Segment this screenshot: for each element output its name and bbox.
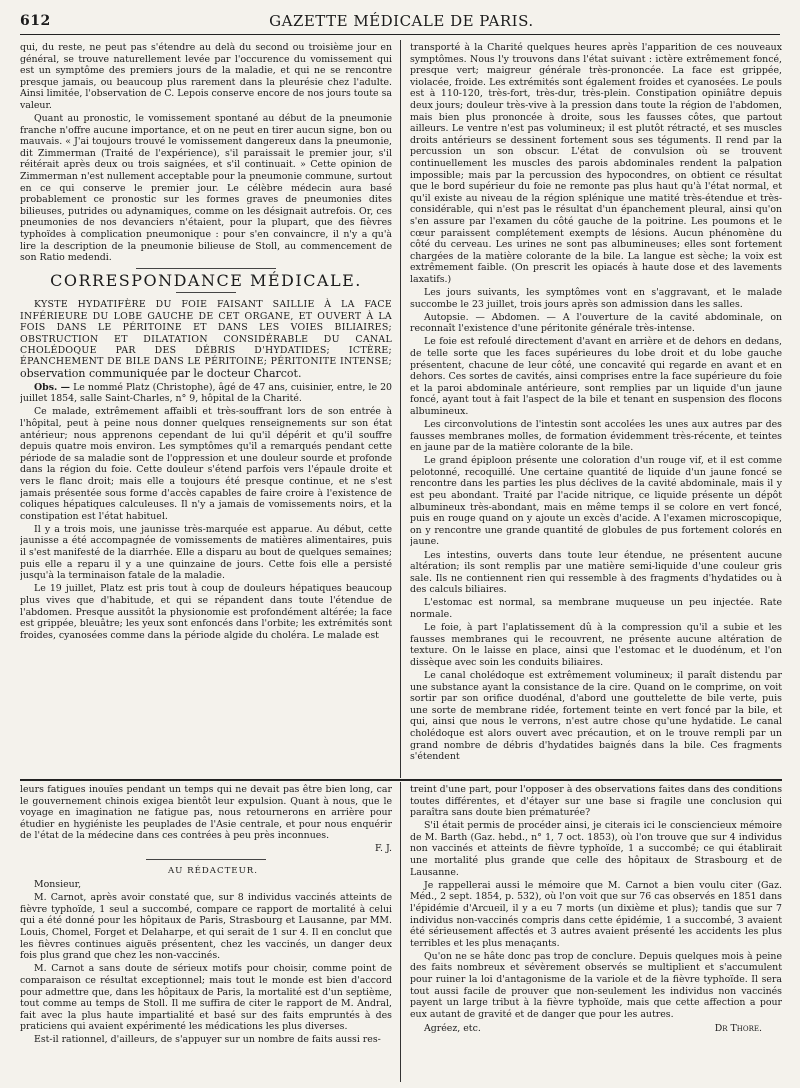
closing: Agréez, etc. <box>424 1023 481 1035</box>
signature-thore: Dr Thore. <box>714 1023 762 1035</box>
column-top-right <box>410 42 782 774</box>
signature-fj: F. J. <box>374 843 392 855</box>
paragraph: Autopsie. — Abdomen. — A l'ouverture de la cavité abdominale, on reconnaît l'existence d'une péritonite générale très-intense. <box>410 311 782 335</box>
page-number: 612 <box>20 13 51 29</box>
paragraph: M. Carnot, après avoir constaté que, sur 8 individus vaccinés atteints de fièvre typhoïde, 1 seul a succombé, compare ce rapport de mortalité à celui qui a été donné pour les hôpitaux de Paris, Strasbourg et Lausanne, par MM. Louis, Chomel, Forget et Delaharpe, et qui serait de 1 sur 4. Il en conclut que les fièvres continues aiguës présentent, chez les vaccinés, un danger deux fois plus grand que chez les non-vaccinés. <box>20 892 392 962</box>
horizontal-divider <box>20 779 782 781</box>
paragraph: Les circonvolutions de l'intestin sont accolées les unes aux autres par des fausses membranes molles, de formation évidemment très-récente, et teintes en jaune par de la matière colorante de la bile. <box>410 419 782 454</box>
column-bottom-left <box>20 784 392 1082</box>
addressee: AU RÉDACTEUR. <box>167 866 259 877</box>
paragraph: Le canal cholédoque est extrêmement volumineux; il paraît distendu par une substance ayant la consistance de la cire. Quand on le comprime, on voit sortir par son orifice duodénal, d'abord une gouttelette de bile verte, puis une sorte de membrane ridée, fortement teinte en vert foncé par la bile, et qui, ainsi que nous le verrons, n'est autre chose qu'une hydatide. Le canal cholédoque est alors ouvert avec précaution, et on le trouve rempli par un grand nombre de débris d'hydatides baignés dans la bile. Ces fragments s'étendent <box>410 669 782 763</box>
paragraph: L'estomac est normal, sa membrane muqueuse un peu injectée. Rate normale. <box>410 597 782 620</box>
column-top-left <box>20 42 392 774</box>
paragraph: Le foie, à part l'aplatissement dû à la compression qu'il a subie et les fausses membranes qui le recouvrent, ne présente aucune altération de texture. On le laisse en place, ainsi que l'estomac et le duodénum, et l'on dissèque avec soin les conduits biliaires. <box>410 622 782 668</box>
paragraph: S'il était permis de procéder ainsi, je citerais ici le consciencieux mémoire de M. Barth (Gaz. hebd., n° 1, 7 oct. 1853), où l'on trouve que sur 4 individus non vaccinés et atteints de fièvre typhoïde, 1 a succombé; ce qui établirait une mortalité plus grande que celle des hôpitaux de Strasbourg et de Lausanne. <box>410 820 782 878</box>
paragraph: Est-il rationnel, d'ailleurs, de s'appuyer sur un nombre de faits aussi res- <box>34 1034 381 1046</box>
paragraph: Ce malade, extrêmement affaibli et très-souffrant lors de son entrée à l'hôpital, peut à peine nous donner quelques renseignements sur son état antérieur; nous apprenons cependant de lui qu'il dépérit et qu'il souffre depuis quatre mois environ. Les symptômes qu'il a remarqués pendant cette période de sa maladie sont de l'oppression et une douleur sourde et profonde dans la région du foie. Cette douleur s'étend parfois vers l'épaule droite et vers le flanc droit; mais elle a toujours été presque continue, et ne s'est jamais présentée sous forme d'accès capables de faire croire à l'existence de coliques hépatiques calculeuses. Il n'y a jamais de vomissements noirs, et la constipation est l'état habituel. <box>20 406 392 522</box>
paragraph: Les intestins, ouverts dans toute leur étendue, ne présentent aucune altération; ils sont remplis par une matière semi-liquide d'une couleur gris sale. Ils ne contiennent rien qui ressemble à des fragments d'hydatides ou à des calculs biliaires. <box>410 549 782 596</box>
case-title-tail: observation communiquée par le docteur Charcot. <box>20 366 302 380</box>
case-title-main: KYSTE HYDATIFÈRE DU FOIE FAISANT SAILLIE À LA FACE INFÉRIEURE DU LOBE GAUCHE DE CET ORGANE, ET OUVERT À LA FOIS DANS LE PÉRITOINE ET DANS LES VOIES BILIAIRES; OBSTRUCTION ET DILATATION CONSIDÉRABLE DU CANAL CHOLÉDOQUE PAR DES DÉBRIS D'HYDATIDES; ICTÈRE; ÉPANCHEMENT DE BILE DANS LE PÉRITOINE; PÉRITONITE INTENSE; <box>20 299 392 368</box>
section-separator <box>176 292 236 293</box>
paragraph: Le foie est refoulé directement d'avant en arrière et de dehors en dedans, de telle sorte que les faces supérieures du lobe droit et du lobe gauche présentent, chacune de leur côté, une concavité qui regarde en avant et en dehors. Ces sortes de cavités, ainsi comprises entre la face supérieure du foie et la paroi abdominale antérieure, sont remplies par un liquide d'un jaune foncé, ayant tout à fait l'aspect de la bile et tenant en suspension des flocons albumineux. <box>410 336 782 417</box>
page-header <box>20 8 780 35</box>
paragraph: leurs fatigues inouïes pendant un temps qui ne devait pas être bien long, car le gouvernement chinois exigea bientôt leur expulsion. Quant à nous, que le voyage en imagination ne fatigue pas, nous retournerons en arrière pour étudier en hygiéniste les peuplades de l'Asie centrale, et pour nous enquérir de l'état de la médecine dans ces contrées à peu près inconnues. <box>20 784 392 842</box>
paragraph: transporté à la Charité quelques heures après l'apparition de ces nouveaux symptômes. Nous l'y trouvons dans l'état suivant : ictère extrêmement foncé, presque vert; maigreur générale très-prononcée. La face est grippée, violacée, froide. Les extrémités sont également froides et cyanosées. Le pouls est à 110-120, très-fort, très-dur, très-plein. Constipation opiniâtre depuis deux jours; douleur très-vive à la pression dans toute la région de l'abdomen, mais bien plus prononcée à droite, sous les fausses côtes, que partout ailleurs. Le ventre n'est pas volumineux; il est plutôt rétracté, et ses muscles droits antérieurs se dessinent fortement sous ses téguments. Il rend par la percussion un son obscur. L'état de convulsion où se trouvent continuellement les muscles des parois abdominales rendent la palpation impossible; mais par la percussion des hypocondres, on obtient ce résultat que le bord supérieur du foie ne remonte pas plus haut qu'à l'état normal, et qu'il existe au niveau de la région splénique une matité très-étendue et très-considérable, qui n'est pas le résultat d'un épanchement pleural, ainsi qu'on s'en assure par l'examen du côté gauche de la poitrine. Les poumons et le cœur paraissent complétement exempts de lésions. Aucun phénomène du côté du cerveau. Les urines ne sont pas albumineuses; elles sont fortement chargées de la matière colorante de la bile. La langue est sèche; la voix est extrêmement faible. (On prescrit les opiacés à haute dose et des lavements laxatifs.) <box>410 42 782 285</box>
paragraph: Qu'on ne se hâte donc pas trop de conclure. Depuis quelques mois à peine des faits nombreux et sévèrement observés se multiplient et s'accumulent pour ruiner la loi d'antagonisme de la variole et de la fièvre typhoïde. Il sera tout aussi facile de prouver que non-seulement les individus non vaccinés payent un large tribut à la fièvre typhoïde, mais que cette affection a pour eux autant de gravité et de danger que pour les autres. <box>410 950 782 1020</box>
paragraph: M. Carnot a sans doute de sérieux motifs pour choisir, comme point de comparaison ce résultat exceptionnel; mais tout le monde est bien d'accord pour admettre que, dans les hôpitaux de Paris, la mortalité est d'un septième, tout comme au temps de Stoll. Il me suffira de citer le rapport de M. Andral, fait avec la plus haute impartialité et basé sur des faits empruntés à des praticiens qui avaient expérimenté les médications les plus diverses. <box>20 963 392 1033</box>
paragraph: qui, du reste, ne peut pas s'étendre au delà du second ou troisième jour en général, se trouve naturellement levée par l'occurence du vomissement qui est un symptôme des premiers jours de la maladie, et qui ne se rencontre presque jamais, ou beaucoup plus rarement dans la pleurésie chez l'adulte. Ainsi limitée, l'observation de C. Lepois conserve encore de nos jours toute sa valeur. <box>20 42 392 111</box>
paragraph: Le grand épiploon présente une coloration d'un rouge vif, et il est comme pelotonné, recoquillé. Une certaine quantité de liquide d'un jaune foncé se rencontre dans les parties les plus déclives de la cavité abdominale, mais il y est peu abondant. Traité par l'acide nitrique, ce liquide présente un dépôt albumineux très-abondant, mais en même temps il se colore en vert foncé, puis en rouge quand on y ajoute un excès d'acide. A l'examen microscopique, on y rencontre une grande quantité de globules de pus fortement colorés en jaune. <box>410 455 782 548</box>
paragraph: treint d'une part, pour l'opposer à des observations faites dans des conditions toutes différentes, et d'étayer sur une base si fragile une conclusion qui paraîtra sans doute bien prématurée? <box>410 784 782 819</box>
case-title <box>20 299 392 380</box>
paragraph: Le 19 juillet, Platz est pris tout à coup de douleurs hépatiques beaucoup plus vives que d'habitude, et qui se répandent dans toute l'étendue de l'abdomen. Presque aussitôt la physionomie est profondément altérée; la face est grippée, bleuâtre; les yeux sont enfoncés dans l'orbite; les extrémités sont froides, cyanosées comme dans la période algide du choléra. Le malade est <box>20 583 392 641</box>
obs-text: Le nommé Platz (Christophe), âgé de 47 ans, cuisinier, entre, le 20 juillet 1854, salle Saint-Charles, n° 9, hôpital de la Charité. <box>20 381 392 405</box>
paragraph: Il y a trois mois, une jaunisse très-marquée est apparue. Au début, cette jaunisse a été accompagnée de vomissements de matières alimentaires, puis il s'est manifesté de la diarrhée. Elle a disparu au bout de quelques semaines; puis elle a reparu il y a une quinzaine de jours. Cette fois elle a persisté jusqu'à la terminaison fatale de la maladie. <box>20 523 392 582</box>
paragraph: Quant au pronostic, le vomissement spontané au début de la pneumonie franche n'offre aucune importance, et on ne peut en tirer aucun signe, bon ou mauvais. « J'ai toujours trouvé le vomissement dangereux dans la pneumonie, dit Zimmerman (Traité de l'expérience), s'il paraissait le premier jour, s'il réitérait après deux ou trois saignées, et s'il continuait. » Cette opinion de Zimmerman n'est nullement acceptable pour la pneumonie commune, surtout en ce qui conserve le premier jour. Le célèbre médecin aura basé probablement ce pronostic sur les formes graves de pneumonies dites bilieuses, putrides ou adynamiques, comme on les désignait autrefois. Or, ces pneumonies de nos devanciers n'étaient, pour la plupart, que des fièvres typhoïdes à complication pneumonique : pour s'en convaincre, il n'y a qu'à lire la description de la pneumonie bilieuse de Stoll, au commencement de son Ratio medendi. <box>20 113 392 264</box>
closing-row <box>410 1023 782 1035</box>
salutation: Monsieur, <box>34 879 82 891</box>
column-divider-bottom <box>400 782 401 1082</box>
section-title: CORRESPONDANCE MÉDICALE. <box>50 270 362 290</box>
column-divider-top <box>400 40 401 778</box>
paragraph <box>20 382 392 405</box>
paragraph: Les jours suivants, les symptômes vont en s'aggravant, et le malade succombe le 23 juillet, trois jours après son admission dans les salles. <box>410 286 782 310</box>
column-bottom-right <box>410 784 782 1082</box>
paragraph: Je rappellerai aussi le mémoire que M. Carnot a bien voulu citer (Gaz. Méd., 2 sept. 1854, p. 532), où l'on voit que sur 76 cas observés en 1851 dans l'épidémie d'Arcueil, il y a eu 7 morts (un dixième et plus); tandis que sur 7 individus non-vaccinés compris dans cette épidémie, 1 a succombé, 3 avaient été sérieusement affectés et 3 autres avaient présenté les accidents les plus terribles et les plus menaçants. <box>410 879 782 949</box>
section-separator <box>146 859 266 860</box>
obs-label: Obs. — <box>34 381 70 393</box>
journal-title: GAZETTE MÉDICALE DE PARIS. <box>269 12 534 30</box>
section-separator <box>136 268 276 269</box>
